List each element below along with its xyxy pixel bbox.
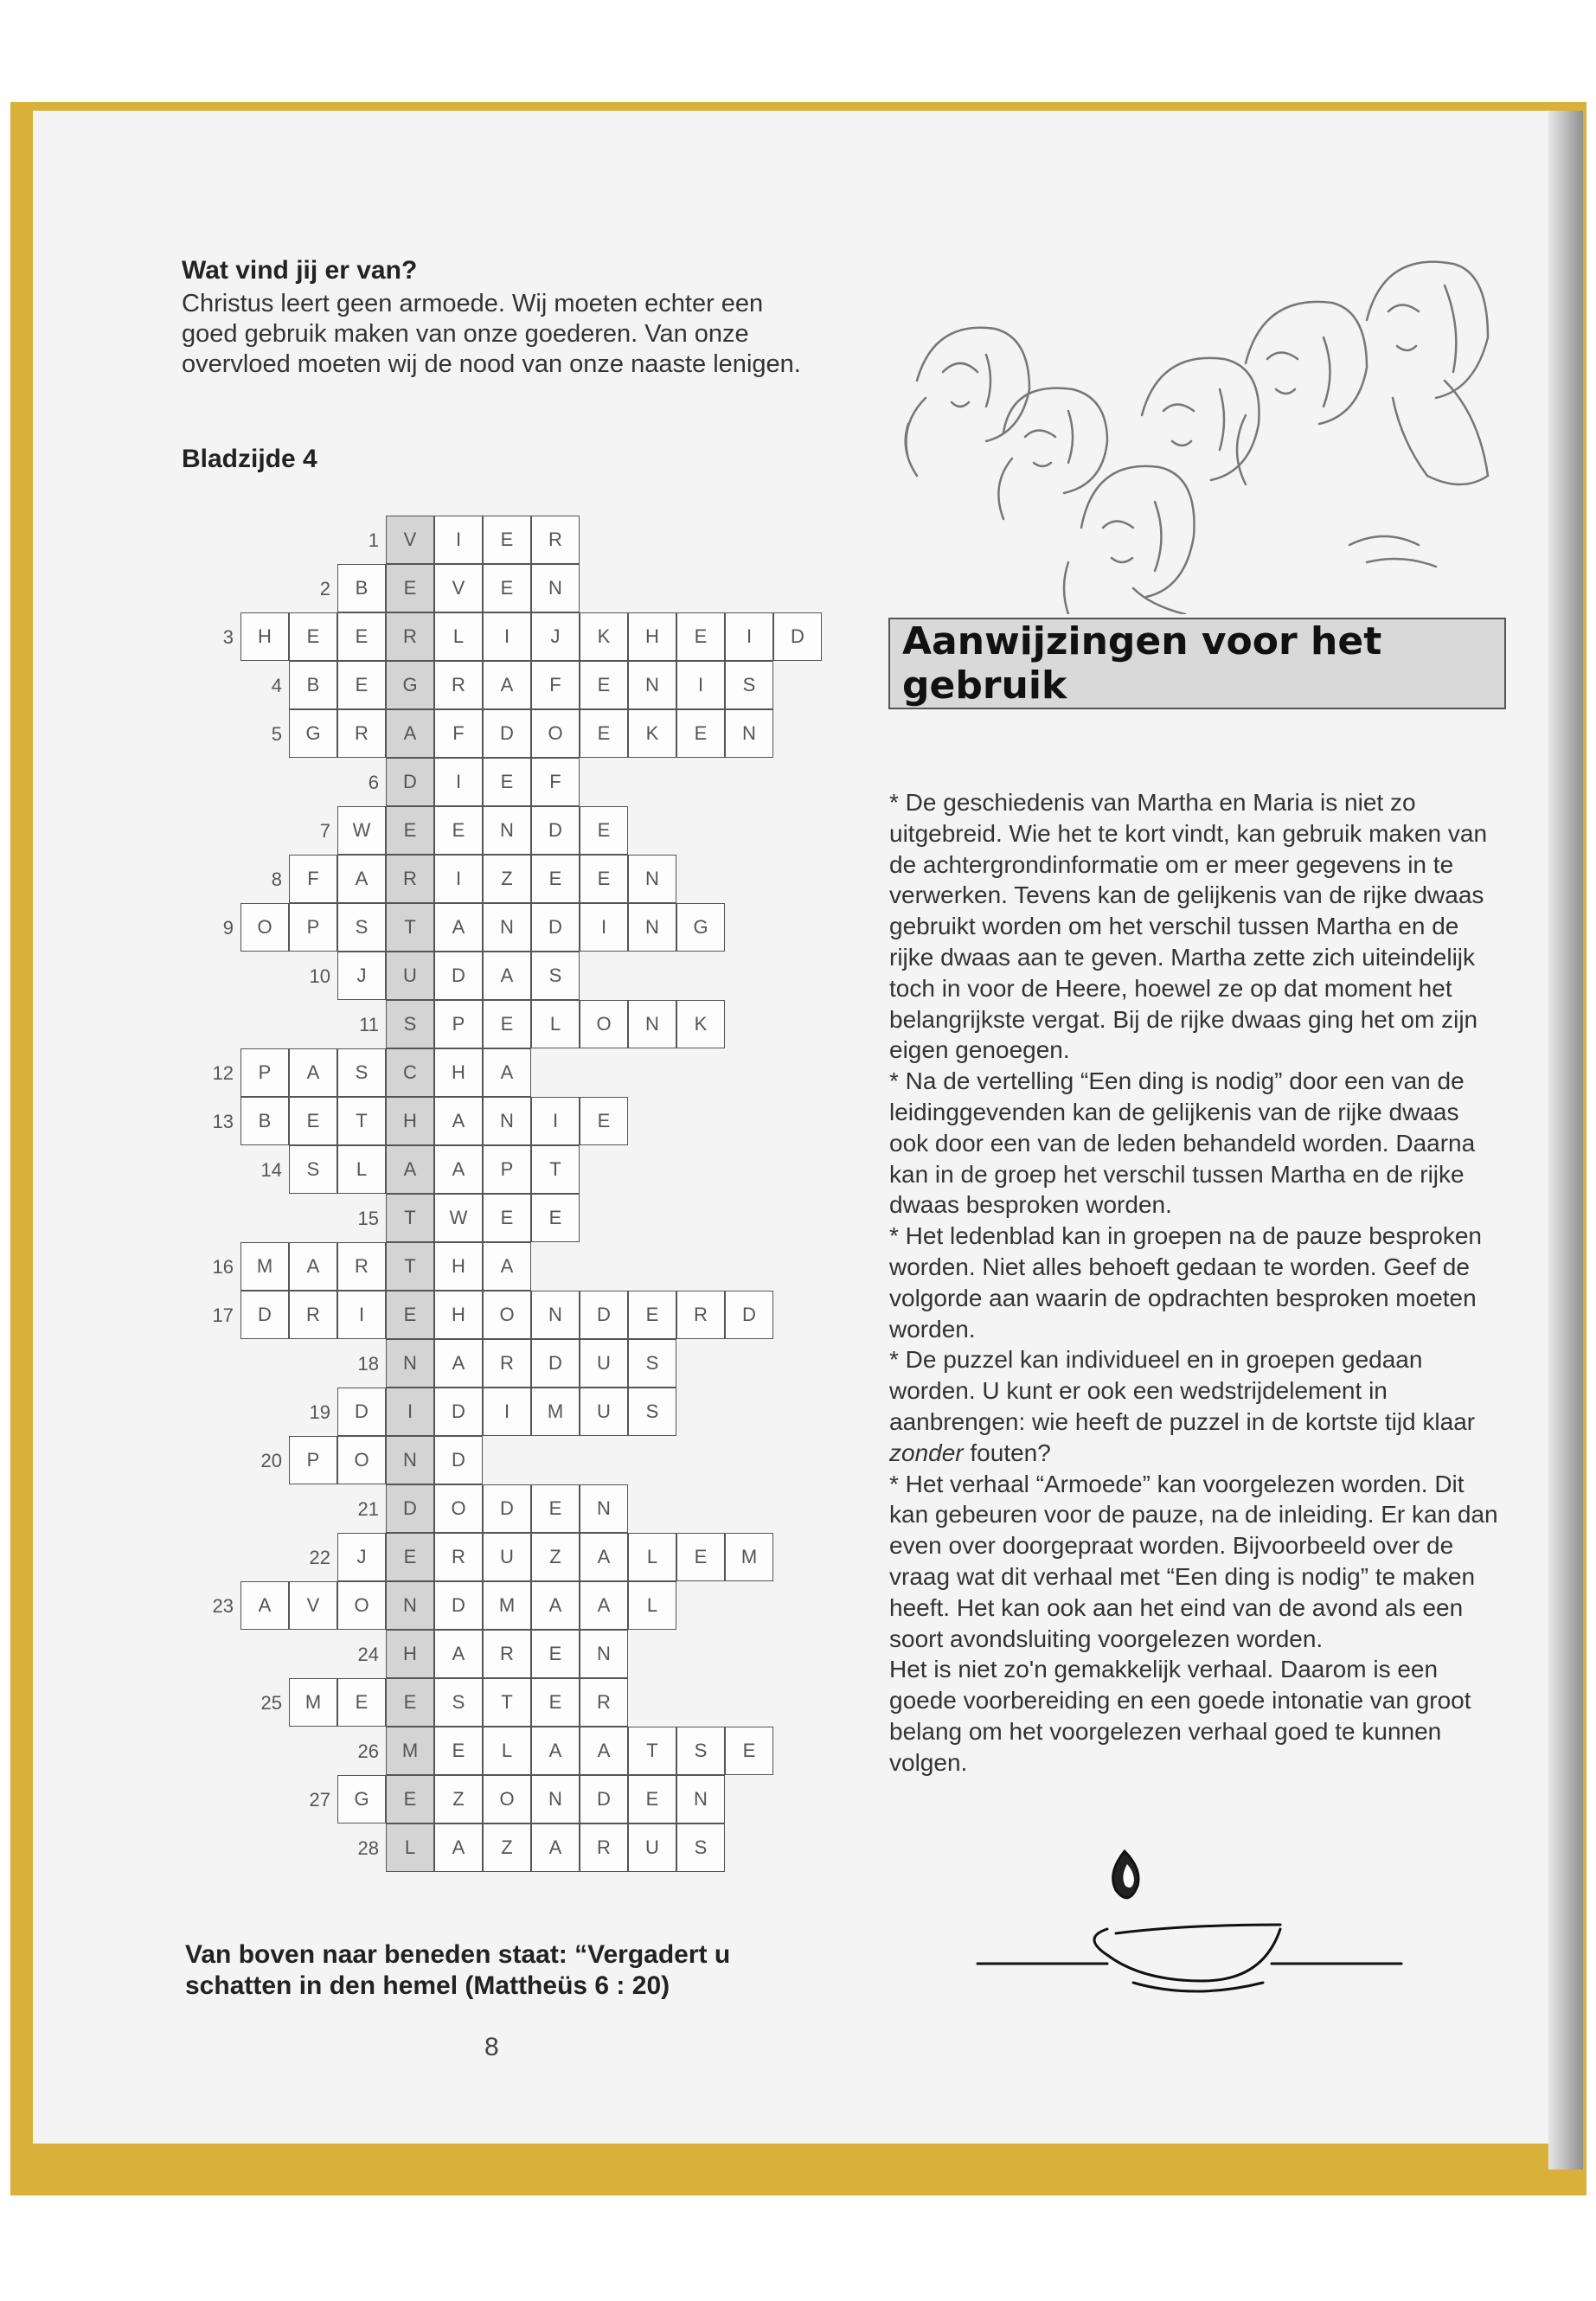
crossword-cell: H	[386, 1630, 434, 1678]
crossword-cell: C	[386, 1048, 434, 1097]
crossword-cell: E	[676, 709, 725, 758]
crossword-cell: G	[386, 661, 434, 709]
crossword-cell: D	[434, 952, 483, 1000]
crossword-cell: T	[386, 1242, 434, 1291]
crossword-cell: S	[434, 1678, 483, 1727]
row-number: 11	[359, 1014, 379, 1035]
crossword-cell: N	[725, 709, 773, 758]
crossword-cell: U	[580, 1388, 628, 1436]
crossword-cell: W	[434, 1194, 483, 1242]
crossword-cell: A	[337, 855, 386, 903]
crossword-cell: H	[434, 1242, 483, 1291]
crossword-cell: A	[434, 1823, 483, 1872]
crossword-cell: E	[531, 1484, 580, 1533]
crossword-cell: O	[483, 1775, 531, 1823]
crossword-cell: Z	[531, 1533, 580, 1581]
crossword-cell: O	[434, 1484, 483, 1533]
crossword-cell: E	[580, 1097, 628, 1145]
crossword-cell: T	[386, 903, 434, 952]
crossword-cell: L	[531, 1000, 580, 1048]
crossword-cell: E	[386, 1533, 434, 1581]
crossword-cell: A	[580, 1533, 628, 1581]
crossword-cell: P	[434, 1000, 483, 1048]
crossword-cell: I	[337, 1291, 386, 1339]
crossword-cell: D	[531, 1339, 580, 1388]
crossword-cell: D	[434, 1581, 483, 1630]
crossword-cell: M	[483, 1581, 531, 1630]
crossword-cell: N	[386, 1581, 434, 1630]
crossword-cell: I	[434, 855, 483, 903]
crossword-cell: A	[580, 1581, 628, 1630]
crossword-cell: L	[337, 1145, 386, 1194]
crossword-cell: K	[628, 709, 676, 758]
crossword-cell: S	[289, 1145, 337, 1194]
crossword-cell: D	[434, 1436, 483, 1484]
crossword-cell: N	[628, 903, 676, 952]
crossword-cell: I	[580, 903, 628, 952]
crossword-cell: A	[531, 1581, 580, 1630]
crossword-cell: A	[434, 1630, 483, 1678]
crossword-cell: U	[483, 1533, 531, 1581]
row-number: 14	[260, 1159, 282, 1181]
crossword-cell: H	[628, 612, 676, 661]
crossword-cell: D	[386, 1484, 434, 1533]
crossword-cell: H	[434, 1291, 483, 1339]
banner-title: Aanwijzingen voor het gebruik	[902, 619, 1382, 708]
crossword-cell: S	[628, 1388, 676, 1436]
crossword-cell: D	[531, 903, 580, 952]
crossword-cell: P	[240, 1048, 289, 1097]
crossword-cell: E	[483, 1000, 531, 1048]
intro-paragraph: Christus leert geen armoede. Wij moeten echter een goed gebruik maken van onze goederen. Van onze overvloed moeten wij de nood van onze naaste lenigen.	[182, 290, 801, 378]
crossword-cell: O	[531, 709, 580, 758]
crossword-cell: E	[531, 1630, 580, 1678]
row-number: 22	[309, 1547, 330, 1568]
crossword-cell: L	[628, 1581, 676, 1630]
crossword-cell: N	[483, 806, 531, 855]
crossword-cell: J	[337, 1533, 386, 1581]
instruction-paragraph: * Na de vertelling “Een ding is nodig” door een van de leidinggevenden kan de gelijkenis van de rijke dwaas ook door een van de leden behandeld worden. Daarna kan in de groep het verschil tussen Martha en de rijke dwaas besproken worden.	[889, 1067, 1476, 1219]
crossword-cell: E	[337, 612, 386, 661]
crossword-cell: S	[628, 1339, 676, 1388]
row-number: 28	[357, 1837, 379, 1859]
crossword-cell: A	[434, 1097, 483, 1145]
crossword-cell: M	[725, 1533, 773, 1581]
crossword-cell: Z	[483, 855, 531, 903]
crossword-cell: E	[628, 1775, 676, 1823]
crossword-cell: E	[386, 1678, 434, 1727]
crossword-cell: R	[337, 1242, 386, 1291]
crossword-cell: N	[531, 564, 580, 612]
crossword-cell: V	[434, 564, 483, 612]
crossword-cell: A	[386, 1145, 434, 1194]
crossword-cell: A	[483, 1048, 531, 1097]
crossword-cell: N	[531, 1775, 580, 1823]
crossword-cell: D	[386, 758, 434, 806]
crossword-cell: J	[337, 952, 386, 1000]
crossword-cell: S	[337, 1048, 386, 1097]
crossword-cell: L	[434, 612, 483, 661]
instruction-paragraph: * Het ledenblad kan in groepen na de pauze besproken worden. Niet alles behoeft gedaan te worden. Geef de volgorde aan waarin de opdrachten besproken moeten worden.	[889, 1222, 1482, 1343]
crossword-cell: A	[289, 1048, 337, 1097]
row-number: 27	[309, 1789, 330, 1811]
crossword-cell: K	[676, 1000, 725, 1048]
crossword-cell: T	[386, 1194, 434, 1242]
row-number: 7	[319, 820, 330, 842]
crossword-cell: D	[580, 1291, 628, 1339]
row-number: 9	[222, 917, 234, 939]
crossword-cell: U	[386, 952, 434, 1000]
crossword-cell: N	[628, 661, 676, 709]
crossword-cell: H	[386, 1097, 434, 1145]
row-number: 21	[357, 1498, 379, 1520]
crossword-cell: N	[483, 1097, 531, 1145]
crossword-cell: E	[289, 1097, 337, 1145]
crossword-cell: F	[531, 758, 580, 806]
crossword-cell: E	[483, 564, 531, 612]
crossword-cell: E	[676, 612, 725, 661]
crossword-cell: E	[386, 1291, 434, 1339]
crossword-cell: M	[289, 1678, 337, 1727]
crossword-cell: A	[483, 952, 531, 1000]
row-number: 15	[357, 1208, 379, 1229]
section-heading: Wat vind jij er van?	[182, 256, 418, 285]
crossword-cell: T	[628, 1727, 676, 1775]
crossword-cell: H	[240, 612, 289, 661]
crossword-cell: A	[289, 1242, 337, 1291]
crossword-cell: E	[483, 1194, 531, 1242]
row-number: 19	[309, 1401, 330, 1423]
crossword-cell: A	[580, 1727, 628, 1775]
crossword-cell: E	[434, 806, 483, 855]
crossword-cell: I	[483, 612, 531, 661]
crossword-cell: E	[483, 758, 531, 806]
crossword-cell: E	[337, 1678, 386, 1727]
women-illustration	[882, 251, 1514, 614]
crossword-cell: B	[289, 661, 337, 709]
crossword-cell: S	[337, 903, 386, 952]
crossword-cell: D	[240, 1291, 289, 1339]
row-number: 10	[309, 965, 330, 987]
instruction-paragraph: * De geschiedenis van Martha en Maria is niet zo uitgebreid. Wie het te kort vindt, kan gebruik maken van de achtergrondinformatie om er meer gegevens in te verwerken. Tevens kan de gelijkenis van de rijke dwaas gebruikt worden om het verschil tussen Martha en de rijke dwaas aan te geven. Martha zette zich uiteindelijk toch in voor de Heere, hoewel ze op dat moment het belangrijkste vergat. Bij de rijke dwaas ging het om zijn eigen genoegen.	[889, 789, 1488, 1064]
crossword-cell: N	[580, 1484, 628, 1533]
crossword-cell: E	[531, 1194, 580, 1242]
row-number: 5	[271, 723, 282, 745]
instruction-text: * De puzzel kan individueel en in groepen gedaan worden. U kunt er ook een wedstrijdelement in aanbrengen: wie heeft de puzzel in de kortste tijd klaar	[889, 1346, 1476, 1435]
crossword-cell: R	[386, 612, 434, 661]
crossword-cell: E	[580, 661, 628, 709]
page-number: 8	[484, 2033, 499, 2061]
crossword-cell: E	[725, 1727, 773, 1775]
row-number: 4	[271, 675, 282, 696]
crossword-cell: E	[386, 1775, 434, 1823]
puzzle-title: Bladzijde 4	[182, 445, 317, 473]
crossword-cell: G	[289, 709, 337, 758]
crossword-cell: A	[386, 709, 434, 758]
instruction-paragraph: Het is niet zo'n gemakkelijk verhaal. Daarom is een goede voorbereiding en een goede intonatie van groot belang om het voorgelezen verhaal goed te kunnen volgen.	[889, 1656, 1471, 1776]
crossword-cell: A	[434, 1145, 483, 1194]
crossword-cell: E	[337, 661, 386, 709]
crossword-cell: D	[337, 1388, 386, 1436]
crossword-cell: O	[580, 1000, 628, 1048]
crossword-cell: N	[386, 1436, 434, 1484]
crossword-cell: E	[386, 564, 434, 612]
crossword-cell: Z	[434, 1775, 483, 1823]
puzzle-answer: Van boven naar beneden staat: “Vergadert u schatten in den hemel (Mattheüs 6 : 20)	[185, 1940, 731, 2000]
instruction-tail: fouten?	[963, 1439, 1051, 1466]
crossword-cell: I	[386, 1388, 434, 1436]
crossword-cell: D	[580, 1775, 628, 1823]
instruction-paragraph	[889, 1344, 1503, 1468]
crossword-cell: T	[337, 1097, 386, 1145]
italic-word: zonder	[889, 1439, 964, 1466]
row-number: 8	[271, 868, 282, 890]
crossword-cell: O	[337, 1581, 386, 1630]
crossword-cell: T	[531, 1145, 580, 1194]
row-number: 20	[260, 1450, 282, 1471]
crossword-cell: H	[434, 1048, 483, 1097]
crossword-cell: M	[240, 1242, 289, 1291]
crossword-cell: O	[483, 1291, 531, 1339]
crossword-cell: E	[628, 1291, 676, 1339]
crossword-cell: N	[531, 1291, 580, 1339]
crossword-cell: R	[580, 1823, 628, 1872]
row-number: 16	[212, 1256, 234, 1278]
crossword-cell: P	[289, 1436, 337, 1484]
crossword-cell: E	[580, 855, 628, 903]
crossword-cell: E	[386, 806, 434, 855]
crossword-cell: B	[240, 1097, 289, 1145]
crossword-cell: F	[289, 855, 337, 903]
crossword-cell: S	[531, 952, 580, 1000]
row-number: 18	[357, 1353, 379, 1375]
crossword-cell: E	[434, 1727, 483, 1775]
crossword-cell: I	[434, 758, 483, 806]
row-number: 13	[212, 1111, 234, 1132]
oil-lamp-icon	[960, 1834, 1410, 2016]
row-number: 1	[368, 529, 379, 551]
crossword-cell: R	[434, 1533, 483, 1581]
crossword-cell: E	[531, 855, 580, 903]
crossword-cell: U	[580, 1339, 628, 1388]
crossword-cell: R	[386, 855, 434, 903]
crossword-cell: M	[386, 1727, 434, 1775]
crossword-cell: R	[434, 661, 483, 709]
crossword-cell: R	[483, 1339, 531, 1388]
crossword-cell: S	[676, 1823, 725, 1872]
crossword-cell: B	[337, 564, 386, 612]
crossword-cell: U	[628, 1823, 676, 1872]
instructions-text	[889, 787, 1503, 1779]
crossword-cell: O	[240, 903, 289, 952]
crossword-cell: A	[240, 1581, 289, 1630]
crossword-cell: M	[531, 1388, 580, 1436]
crossword-cell: S	[386, 1000, 434, 1048]
crossword-cell: I	[725, 612, 773, 661]
crossword-cell: A	[434, 1339, 483, 1388]
crossword-cell: J	[531, 612, 580, 661]
crossword-cell: Z	[483, 1823, 531, 1872]
crossword-cell: D	[483, 709, 531, 758]
row-number: 23	[212, 1595, 234, 1617]
crossword-cell: I	[676, 661, 725, 709]
crossword-cell: A	[531, 1727, 580, 1775]
crossword-cell: O	[337, 1436, 386, 1484]
crossword-cell: F	[434, 709, 483, 758]
crossword-cell: G	[676, 903, 725, 952]
crossword-cell: E	[531, 1678, 580, 1727]
crossword-cell: S	[725, 661, 773, 709]
crossword-cell: A	[531, 1823, 580, 1872]
crossword-cell: D	[773, 612, 822, 661]
row-number: 17	[212, 1304, 234, 1326]
crossword-cell: N	[483, 903, 531, 952]
crossword-cell: N	[676, 1775, 725, 1823]
crossword-cell: N	[628, 1000, 676, 1048]
crossword-cell: N	[580, 1630, 628, 1678]
crossword-cell: L	[483, 1727, 531, 1775]
crossword-cell: R	[580, 1678, 628, 1727]
row-number: 3	[222, 626, 234, 648]
crossword-cell: E	[580, 806, 628, 855]
crossword-cell: D	[531, 806, 580, 855]
crossword-cell: E	[580, 709, 628, 758]
crossword-cell: N	[386, 1339, 434, 1388]
crossword-cell: R	[337, 709, 386, 758]
row-number: 25	[260, 1692, 282, 1714]
crossword-cell: S	[676, 1727, 725, 1775]
crossword-cell: E	[289, 612, 337, 661]
crossword-cell: E	[676, 1533, 725, 1581]
instruction-paragraph: * Het verhaal “Armoede” kan voorgelezen worden. Dit kan gebeuren voor de pauze, na de inleiding. Er kan dan even over doorgepraat worden. Bijvoorbeeld over de vraag wat dit verhaal met “Een ding is nodig” te maken heeft. Het kan ook aan het eind van de avond als een soort avondsluiting voorgelezen worden.	[889, 1470, 1498, 1652]
instructions-banner	[888, 618, 1506, 709]
row-number: 6	[368, 772, 379, 793]
crossword-cell: R	[483, 1630, 531, 1678]
crossword-cell: L	[628, 1533, 676, 1581]
row-number: 26	[357, 1740, 379, 1762]
crossword-cell: V	[289, 1581, 337, 1630]
crossword-cell: T	[483, 1678, 531, 1727]
crossword-cell: N	[628, 855, 676, 903]
crossword-cell: P	[289, 903, 337, 952]
crossword-cell: R	[676, 1291, 725, 1339]
crossword-cell: V	[386, 516, 434, 564]
crossword-cell: G	[337, 1775, 386, 1823]
crossword-cell: D	[434, 1388, 483, 1436]
crossword-cell: I	[483, 1388, 531, 1436]
crossword-cell: R	[289, 1291, 337, 1339]
page-gutter-shadow	[1548, 111, 1583, 2170]
row-number: 24	[357, 1644, 379, 1665]
crossword-cell: D	[483, 1484, 531, 1533]
crossword-cell: I	[531, 1097, 580, 1145]
crossword-cell: W	[337, 806, 386, 855]
row-number: 2	[319, 578, 330, 599]
crossword-cell: A	[483, 1242, 531, 1291]
crossword-cell: K	[580, 612, 628, 661]
crossword-cell: F	[531, 661, 580, 709]
crossword-cell: A	[483, 661, 531, 709]
crossword-cell: I	[434, 516, 483, 564]
crossword-cell: A	[434, 903, 483, 952]
crossword-cell: E	[483, 516, 531, 564]
crossword-cell: R	[531, 516, 580, 564]
row-number: 12	[212, 1062, 234, 1084]
crossword-cell: P	[483, 1145, 531, 1194]
crossword-cell: D	[725, 1291, 773, 1339]
crossword-cell: L	[386, 1823, 434, 1872]
